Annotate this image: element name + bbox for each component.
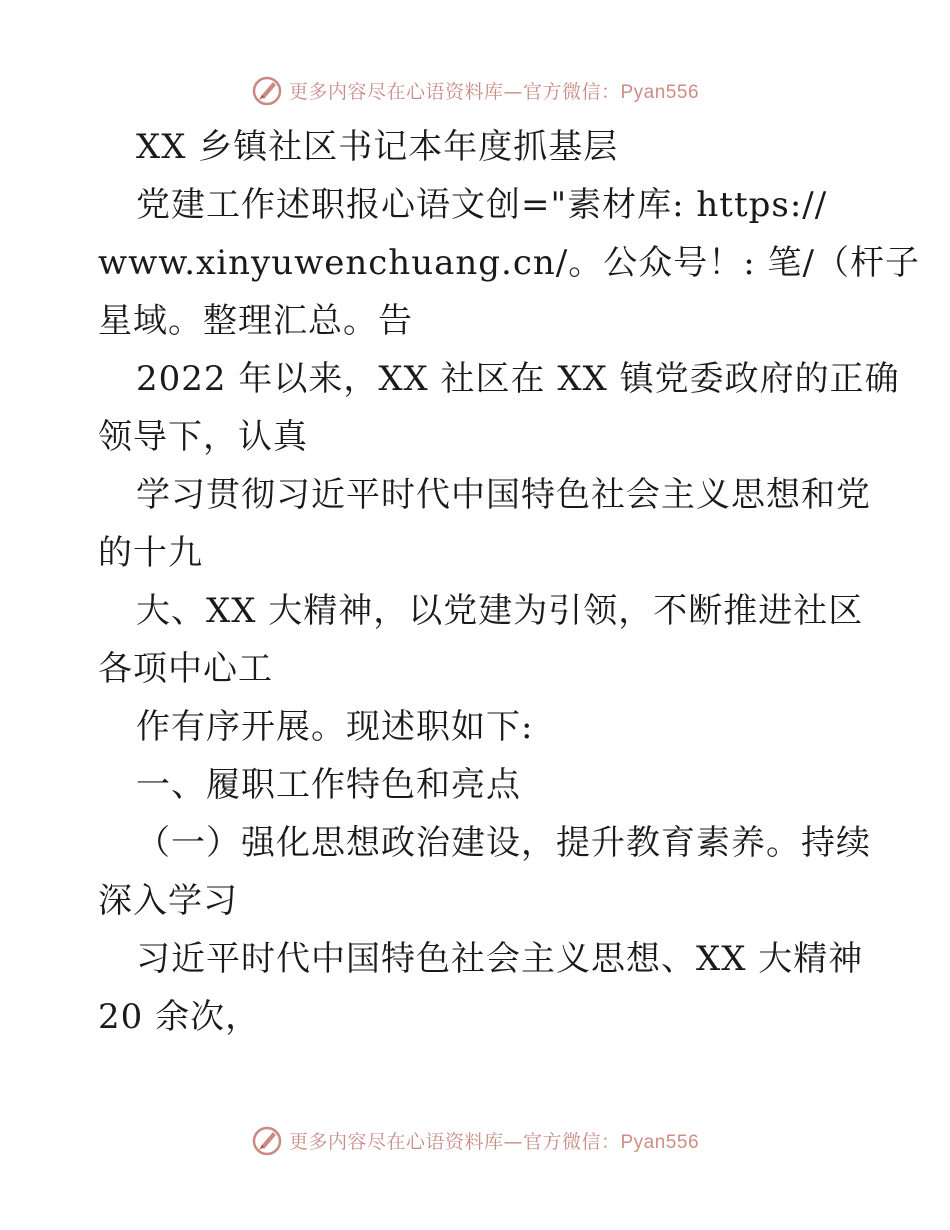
- watermark-text: 更多内容尽在心语资料库—官方微信：Pyan556: [288, 1130, 700, 1153]
- quill-logo-icon: [251, 1124, 283, 1156]
- text-line: 学习贯彻习近平时代中国特色社会主义思想和党: [136, 475, 871, 515]
- text-line: 作有序开展。现述职如下:: [136, 707, 534, 747]
- text-line: 领导下，认真: [98, 417, 308, 457]
- quill-logo-icon: [251, 74, 283, 106]
- text-line: 星域。整理汇总。告: [98, 301, 413, 341]
- text-line: www.xinyuwenchuang.cn/。公众号！: 笔/（杆子: [98, 243, 920, 283]
- text-line: 2022 年以来，XX 社区在 XX 镇党委政府的正确: [136, 359, 900, 399]
- text-line: 大、XX 大精神，以党建为引领，不断推进社区: [136, 591, 864, 631]
- watermark-text: 更多内容尽在心语资料库—官方微信：Pyan556: [288, 80, 700, 103]
- text-line: 习近平时代中国特色社会主义思想、XX 大精神: [136, 939, 864, 979]
- header-watermark: [0, 72, 950, 108]
- text-line: XX 乡镇社区书记本年度抓基层: [136, 127, 619, 167]
- text-line: （一）强化思想政治建设，提升教育素养。持续: [136, 823, 871, 863]
- footer-watermark: [0, 1122, 950, 1158]
- text-line: 的十九: [98, 533, 203, 573]
- text-line: 各项中心工: [98, 649, 273, 689]
- section-heading: 一、履职工作特色和亮点: [136, 765, 521, 805]
- text-line: 深入学习: [98, 881, 238, 921]
- text-line: 党建工作述职报心语文创="素材库: https://: [136, 185, 828, 225]
- text-line: 20 余次，: [98, 997, 261, 1037]
- document-body: [98, 118, 920, 1046]
